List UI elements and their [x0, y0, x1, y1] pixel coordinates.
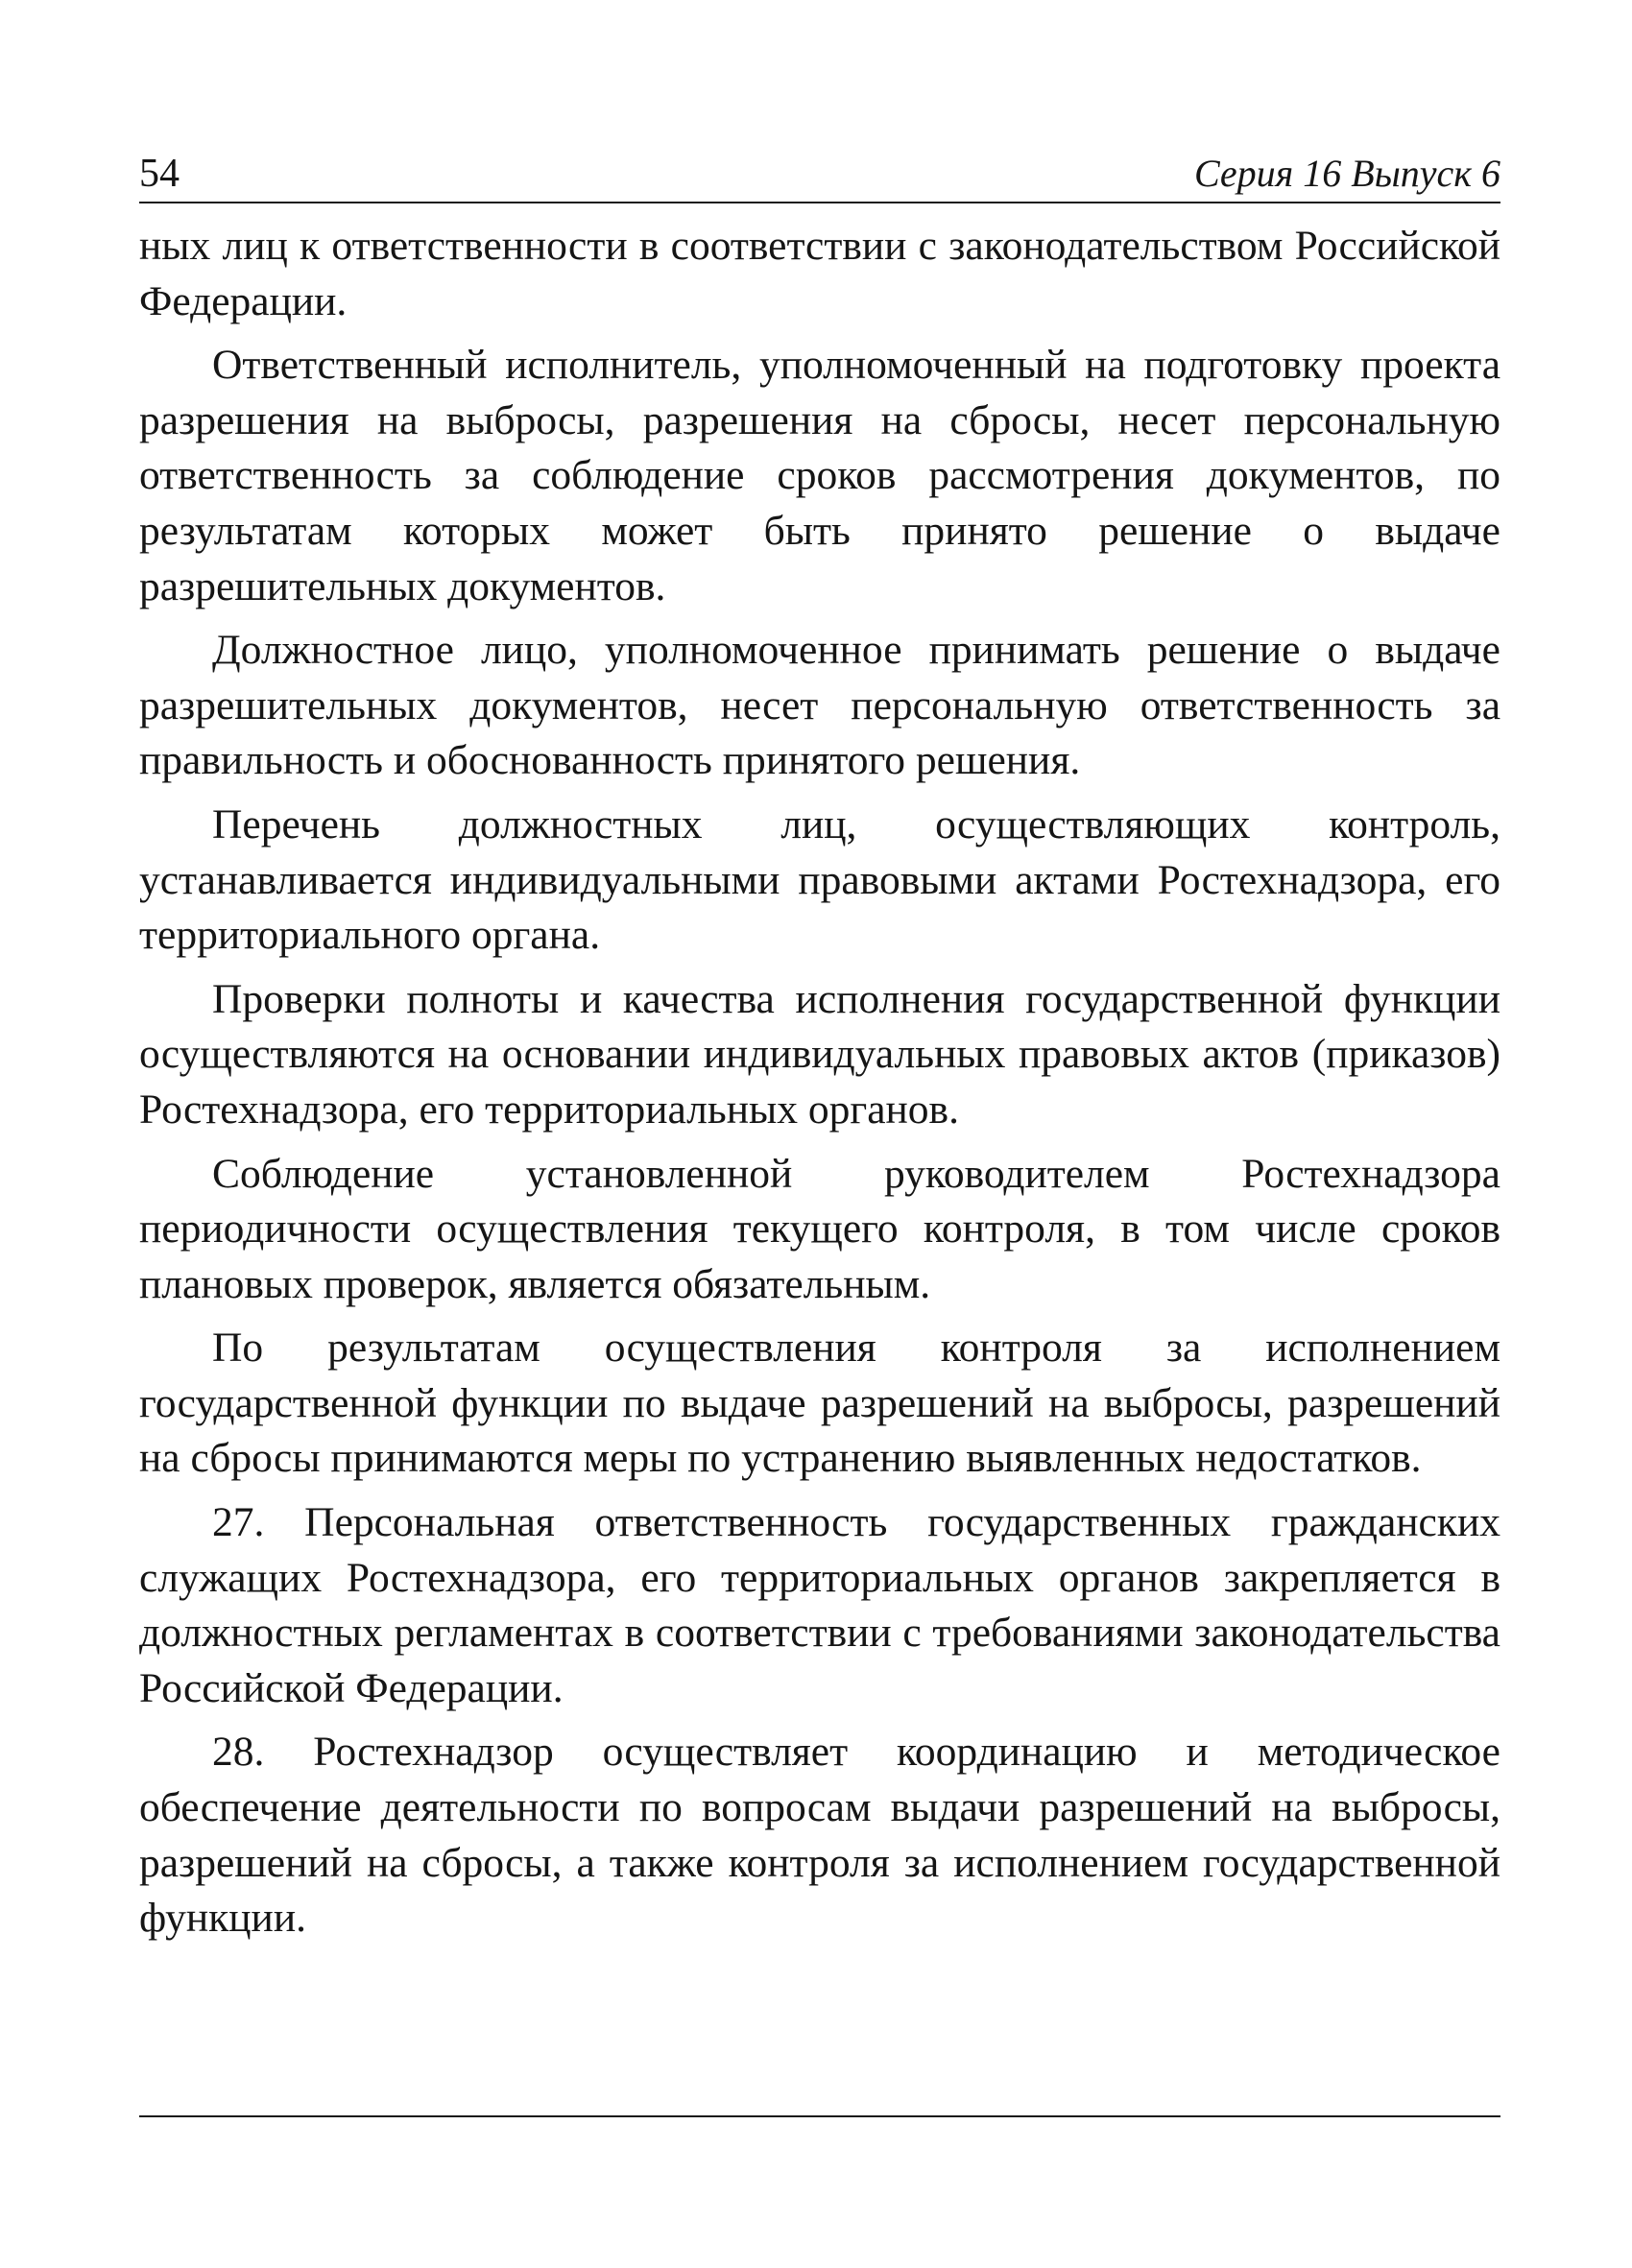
- paragraph: Проверки полноты и качества исполнения государственной функции осуществляются на основании индивидуальных правовых актов (приказов) Ростехнадзора, его территориальных органов.: [139, 975, 1500, 1133]
- running-title: Серия 16 Выпуск 6: [1193, 152, 1500, 195]
- paragraph: Перечень должностных лиц, осуществляющих контроль, устанавливается индивидуальными правовыми актами Ростехнадзора, его территориального органа.: [139, 800, 1500, 959]
- body-text: [139, 219, 1500, 1955]
- paragraph-item-27: 27. Персональная ответственность государственных гражданских служащих Ростехнадзора, его территориальных органов закрепляется в должностных регламентах в соответствии с требованиями законодательства Российской Федерации.: [139, 1499, 1500, 1711]
- paragraph: По результатам осуществления контроля за исполнением государственной функции по выдаче разрешений на выбросы, разрешений на сбросы принимаются меры по устранению выявленных недостатков.: [139, 1325, 1500, 1482]
- paragraph: Ответственный исполнитель, уполномоченный на подготовку проекта разрешения на выбросы, разрешения на сбросы, несет персональную ответственность за соблюдение сроков рассмотрения документов, по результатам которых может быть принято решение о выдаче разрешительных документов.: [139, 342, 1500, 609]
- footer-rule: [139, 2115, 1500, 2117]
- paragraph: Должностное лицо, уполномоченное принимать решение о выдаче разрешительных документов, несет персональную ответственность за правильность и обоснованность принятого решения.: [139, 627, 1500, 784]
- page-header: [139, 144, 1500, 203]
- page-number: 54: [139, 152, 180, 196]
- paragraph: Соблюдение установленной руководителем Ростехнадзора периодичности осуществления текущего контроля, в том числе сроков плановых проверок, является обязательным.: [139, 1150, 1500, 1307]
- paragraph-item-28: 28. Ростехнадзор осуществляет координацию и методическое обеспечение деятельности по вопросам выдачи разрешений на выбросы, разрешений на сбросы, а также контроля за исполнением государственной функции.: [139, 1729, 1500, 1942]
- paragraph-continuation: ных лиц к ответственности в соответствии с законодательством Российской Федерации.: [139, 223, 1500, 324]
